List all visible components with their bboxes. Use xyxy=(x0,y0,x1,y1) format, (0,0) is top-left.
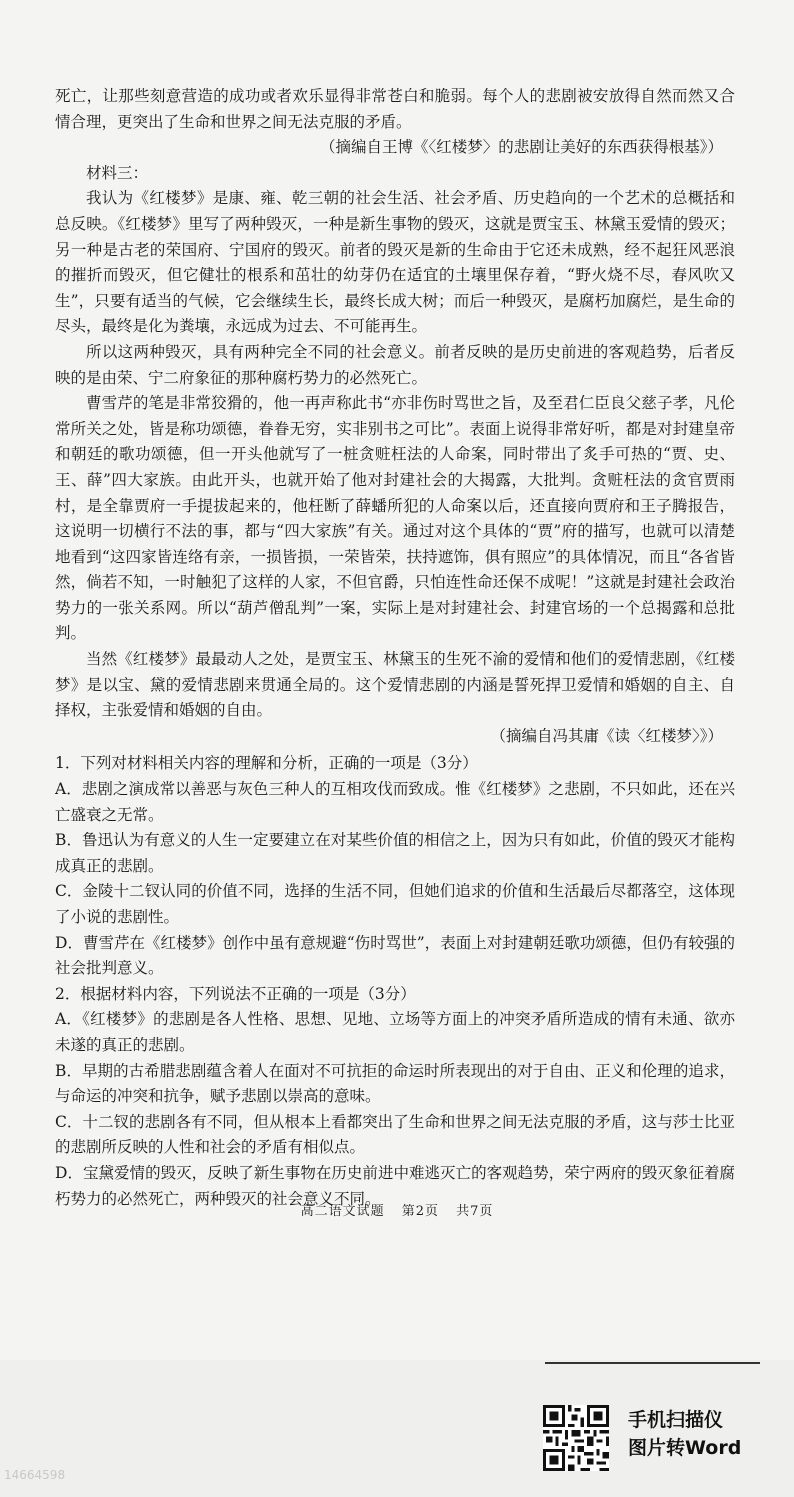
question-1-option-a: A．悲剧之演成常以善恶与灰色三种人的互相攻伐而致成。惟《红楼梦》之悲剧，不只如此，还在兴亡盛衰之无常。 xyxy=(55,780,735,824)
question-2-option-b: B．早期的古希腊悲剧蕴含着人在面对不可抗拒的命运时所表现出的对于自由、正义和伦理的追求，与命运的冲突和抗争，赋予悲剧以崇高的意味。 xyxy=(55,1061,735,1106)
question-1-option-d: D．曹雪芹在《红楼梦》创作中虽有意规避“伤时骂世”，表面上对封建朝廷歌功颂德，但仍有较强的社会批判意义。 xyxy=(55,933,735,978)
qr-code-icon xyxy=(543,1405,609,1471)
material3-paragraph: 当然《红楼梦》最最动人之处，是贾宝玉、林黛玉的生死不渝的爱情和他们的爱情悲剧，《红楼梦》是以宝、黛的爱情悲剧来贯通全局的。这个爱情悲剧的内涵是誓死捍卫爱情和婚姻的自主、自择权，主张爱情和婚姻的自由。 xyxy=(55,650,735,720)
question-2-option-d: D．宝黛爱情的毁灭，反映了新生事物在历史前进中难逃灭亡的客观趋势，荣宁两府的毁灭象征着腐朽势力的必然死亡，两种毁灭的社会意义不同。 xyxy=(55,1163,735,1208)
page-footer xyxy=(0,1200,794,1219)
question-2-option-c: C．十二钗的悲剧各有不同，但从根本上看都突出了生命和世界之间无法克服的矛盾，这与莎士比亚的悲剧所反映的人性和社会的矛盾有相似点。 xyxy=(55,1112,735,1157)
material3-paragraph: 曹雪芹的笔是非常狡猾的，他一再声称此书“亦非伤时骂世之旨，及至君仁臣良父慈子孝，凡伦常所关之处，皆是称功颂德，眷眷无穷，实非别书之可比”。表面上说得非常好听，都是对封建皇帝和朝廷的歌功颂德，但一开头他就写了一桩贪赃枉法的人命案，同时带出了炙手可热的“贾、史、王、薛”四大家族。由此开头，也就开始了他对封建社会的大揭露，大批判。贪赃枉法的贪官贾雨村，是全靠贾府一手提拔起来的，他枉断了薛蟠所犯的人命案以后，还直接向贾府和王子腾报告，这说明一切横行不法的事，都与“四大家族”有关。通过对这个具体的“贾”府的描写，也就可以清楚地看到“这四家皆连络有亲，一损皆损，一荣皆荣，扶持遮饰，俱有照应”的具体情况，而且“各省皆然，倘若不知，一时触犯了这样的人家，不但官爵，只怕连性命还保不成呢！”这就是封建社会政治势力的一张关系网。所以“葫芦僧乱判”一案，实际上是对封建社会、封建官场的一个总揭露和总批判。 xyxy=(55,394,735,643)
material3-paragraph: 我认为《红楼梦》是康、雍、乾三朝的社会生活、社会矛盾、历史趋向的一个艺术的总概括和总反映。《红楼梦》里写了两种毁灭，一种是新生事物的毁灭，这就是贾宝玉、林黛玉爱情的毁灭；另一种是古老的荣国府、宁国府的毁灭。前者的毁灭是新的生命由于它还未成熟，经不起狂风恶浪的摧折而毁灭，但它健壮的根系和茁壮的幼芽仍在适宜的土壤里保存着，“野火烧不尽，春风吹又生”，只要有适当的气候，它会继续生长，最终长成大树；而后一种毁灭，是腐朽加腐烂，是生命的尽头，最终是化为粪壤，永远成为过去、不可能再生。 xyxy=(55,189,735,336)
footer-exam-title: 高二语文试题 xyxy=(300,1204,385,1219)
material3-heading: 材料三： xyxy=(86,163,149,182)
footer-total-pages: 共7页 xyxy=(456,1204,494,1219)
question-1-option-c: C．金陵十二钗认同的价值不同，选择的生活不同，但她们追求的价值和生活最后尽都落空，这体现了小说的悲剧性。 xyxy=(55,882,735,926)
question-1-option-b: B．鲁迅认为有意义的人生一定要建立在对某些价值的相信之上，因为只有如此，价值的毁灭才能构成真正的悲剧。 xyxy=(55,831,735,875)
question-2-stem: 2．根据材料内容，下列说法不正确的一项是（3分） xyxy=(55,984,416,1003)
watermark-line2: 图片转Word xyxy=(628,1437,742,1459)
material3-source: （摘编自冯其庸《读〈红楼梦〉》） xyxy=(490,726,723,745)
footer-page-number: 第2页 xyxy=(401,1204,439,1219)
scanner-watermark xyxy=(628,1406,741,1462)
image-id-label: 14664598 xyxy=(4,1468,66,1482)
material3-paragraph: 所以这两种毁灭，具有两种完全不同的社会意义。前者反映的是历史前进的客观趋势，后者反映的是由荣、宁二府象征的那种腐朽势力的必然死亡。 xyxy=(55,342,735,387)
watermark-line1: 手机扫描仪 xyxy=(628,1409,724,1431)
material2-source: （摘编自王博《〈红楼梦〉的悲剧让美好的东西获得根基》） xyxy=(319,138,723,157)
question-1-stem: 1．下列对材料相关内容的理解和分析，正确的一项是（3分） xyxy=(55,754,478,773)
question-2-option-a: A．《红楼梦》的悲剧是各人性格、思想、见地、立场等方面上的冲突矛盾所造成的情有未通、欲亦未遂的真正的悲剧。 xyxy=(55,1010,735,1054)
page-content xyxy=(55,84,735,1212)
material2-tail: 死亡，让那些刻意营造的成功或者欢乐显得非常苍白和脆弱。每个人的悲剧被安放得自然而然又合情合理，更突出了生命和世界之间无法克服的矛盾。 xyxy=(55,87,735,131)
divider-line xyxy=(545,1362,760,1364)
